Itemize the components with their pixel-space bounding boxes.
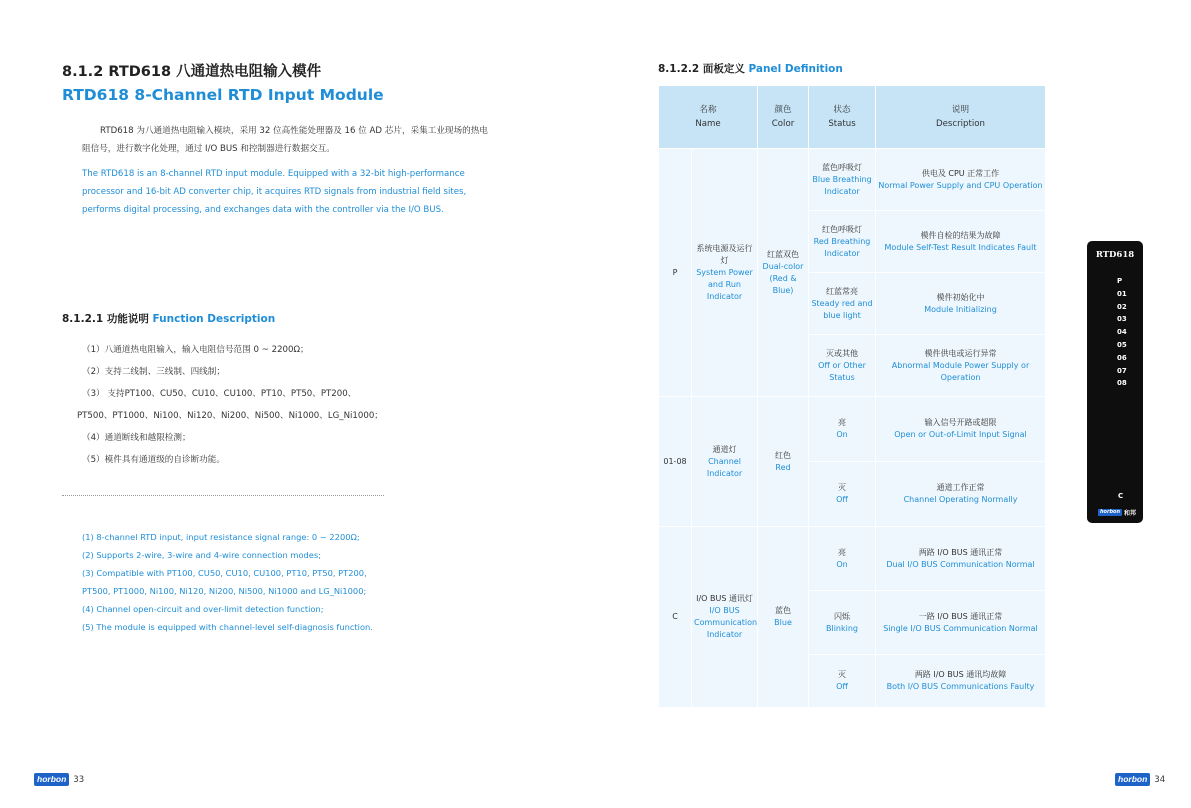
- function-item-en: (2) Supports 2-wire, 3-wire and 4-wire connection modes;: [82, 550, 322, 560]
- intro-text-zh: RTD618 为八通道热电阻输入模块，采用 32 位高性能处理器及 16 位 AD 芯片，采集工业现场的热电阻信号，进行数字化处理，通过 I/O BUS 和控制器进行数据交互。: [82, 126, 488, 154]
- module-faceplate: [1087, 241, 1143, 523]
- panel-heading: [658, 61, 843, 76]
- status-cell: [809, 397, 875, 461]
- header-status-zh: 状态: [833, 105, 851, 115]
- header-color-zh: 颜色: [774, 105, 792, 115]
- divider: [62, 495, 384, 496]
- description-en: Open or Out-of-Limit Input Signal: [894, 430, 1027, 439]
- indicator-name-en: Channel Indicator: [706, 456, 743, 478]
- function-item-en: (4) Channel open-circuit and over-limit detection function;: [82, 604, 324, 614]
- status-cell: [809, 149, 875, 210]
- indicator-name: [692, 527, 757, 707]
- brand-logo: horbon: [34, 773, 69, 786]
- section-title-zh: 8.1.2 RTD618 八通道热电阻输入模件: [62, 64, 322, 80]
- faceplate-led-label: 07: [1117, 366, 1127, 375]
- description-en: Normal Power Supply and CPU Operation: [878, 180, 1043, 190]
- header-description-en: Description: [936, 119, 985, 129]
- description-cell: [876, 655, 1045, 707]
- header-color: [758, 86, 808, 148]
- page-number: 33: [73, 774, 85, 785]
- description-en: Module Initializing: [924, 304, 997, 314]
- function-item-zh: （1）八通道热电阻输入，输入电阻信号范围 0 ~ 2200Ω；: [82, 345, 309, 355]
- description-cell: [876, 335, 1045, 396]
- function-item-zh: （4）通道断线和越限检测；: [82, 433, 191, 443]
- description-cell: [876, 462, 1045, 526]
- panel-definition-table: [658, 85, 1046, 708]
- faceplate-brand: [1098, 508, 1136, 517]
- description-zh: 模件自检的结果为故障: [920, 230, 1001, 240]
- status-zh: 闪烁: [834, 611, 851, 621]
- faceplate-led-label: 08: [1117, 379, 1127, 388]
- faceplate-led-label: 02: [1117, 302, 1127, 311]
- table-row: [659, 149, 1045, 210]
- table-row: [659, 397, 1045, 461]
- description-zh: 一路 I/O BUS 通讯正常: [918, 611, 1003, 621]
- indicator-code: C: [659, 527, 691, 707]
- indicator-name-zh: 通道灯: [712, 444, 737, 454]
- description-en: Abnormal Module Power Supply or Operation: [891, 360, 1030, 382]
- header-name-zh: 名称: [699, 105, 717, 115]
- header-status-en: Status: [828, 119, 856, 129]
- status-en: Red Breathing Indicator: [813, 236, 871, 258]
- indicator-color: [758, 527, 808, 707]
- footer-right: [1115, 773, 1165, 786]
- function-item-zh: PT500、PT1000、Ni100、Ni120、Ni200、Ni500、Ni1000、LG_Ni1000；: [77, 411, 383, 421]
- description-zh: 模件初始化中: [936, 292, 985, 302]
- function-item-en: (3) Compatible with PT100, CU50, CU10, CU100, PT10, PT50, PT200,: [82, 568, 367, 578]
- status-cell: [809, 655, 875, 707]
- function-item-zh: （2）支持二线制、三线制、四线制；: [82, 367, 225, 377]
- indicator-code: P: [659, 149, 691, 396]
- status-en: On: [836, 430, 848, 439]
- function-item-zh: （3） 支持PT100、CU50、CU10、CU100、PT10、PT50、PT200、: [82, 389, 357, 399]
- indicator-color-en: Blue: [774, 618, 792, 627]
- status-zh: 灭: [838, 670, 847, 679]
- function-item-en: (1) 8-channel RTD input, input resistance signal range: 0 ~ 2200Ω;: [82, 532, 360, 542]
- status-cell: [809, 335, 875, 396]
- page-number: 34: [1154, 774, 1166, 785]
- header-color-en: Color: [771, 119, 795, 129]
- status-cell: [809, 211, 875, 272]
- description-en: Channel Operating Normally: [903, 495, 1018, 504]
- faceplate-comm-led-label: C: [1118, 492, 1124, 500]
- status-cell: [809, 273, 875, 334]
- status-en: Off: [836, 495, 848, 504]
- indicator-color-en: Dual-color (Red & Blue): [762, 261, 804, 295]
- description-cell: [876, 591, 1045, 654]
- footer-left: [34, 773, 84, 786]
- table-header-row: [659, 86, 1045, 148]
- faceplate-led-label: 04: [1117, 328, 1127, 337]
- description-zh: 通道工作正常: [936, 483, 985, 492]
- status-zh: 亮: [838, 547, 847, 557]
- indicator-color-zh: 红蓝双色: [767, 249, 800, 259]
- status-en: Steady red and blue light: [811, 298, 873, 320]
- header-description-zh: 说明: [951, 105, 970, 115]
- function-heading-en: Function Description: [152, 313, 276, 325]
- header-name: [659, 86, 757, 148]
- header-name-en: Name: [695, 119, 721, 129]
- faceplate-led-label: 03: [1117, 315, 1127, 324]
- table-row: [659, 527, 1045, 590]
- faceplate-led-label: P: [1117, 277, 1123, 285]
- indicator-name-zh: 系统电源及运行灯: [696, 243, 753, 265]
- status-zh: 灭: [838, 483, 847, 492]
- indicator-color-zh: 红色: [775, 450, 792, 460]
- status-zh: 红色呼吸灯: [822, 224, 863, 234]
- function-heading: [62, 311, 275, 326]
- intro-paragraph-zh: [82, 122, 492, 158]
- status-en: Blue Breathing Indicator: [812, 174, 872, 196]
- header-description: [876, 86, 1045, 148]
- status-en: On: [836, 559, 848, 569]
- faceplate-led-label: 05: [1117, 340, 1127, 349]
- status-zh: 亮: [838, 418, 847, 427]
- intro-paragraph-en: The RTD618 is an 8-channel RTD input module. Equipped with a 32-bit high-performance processor and 16-bit AD converter chip, it acquires RTD signals from industrial field sites, performs digital processing, and exchanges data with the controller via the I/O BUS.: [82, 169, 467, 215]
- section-title-en: RTD618 8-Channel RTD Input Module: [62, 86, 384, 104]
- description-en: Dual I/O BUS Communication Normal: [886, 559, 1035, 569]
- panel-heading-zh: 8.1.2.2 面板定义: [658, 63, 745, 75]
- description-zh: 模件供电或运行异常: [924, 348, 997, 358]
- indicator-color-zh: 蓝色: [775, 606, 792, 615]
- description-zh: 两路 I/O BUS 通讯正常: [918, 547, 1003, 557]
- description-cell: [876, 149, 1045, 210]
- status-en: Off: [836, 682, 848, 691]
- status-zh: 红蓝常亮: [826, 286, 859, 296]
- faceplate-led-label: 06: [1117, 353, 1127, 362]
- status-cell: [809, 527, 875, 590]
- function-list-en: [82, 528, 402, 636]
- indicator-name: [692, 397, 757, 526]
- panel-heading-en: Panel Definition: [748, 63, 843, 75]
- status-zh: 蓝色呼吸灯: [822, 162, 863, 172]
- description-cell: [876, 211, 1045, 272]
- indicator-color-en: Red: [775, 462, 791, 472]
- description-zh: 输入信号开路或超限: [924, 418, 997, 427]
- description-cell: [876, 527, 1045, 590]
- description-cell: [876, 273, 1045, 334]
- status-en: Off or Other Status: [818, 360, 866, 382]
- function-item-en: (5) The module is equipped with channel-level self-diagnosis function.: [82, 622, 373, 632]
- status-zh: 灭或其他: [826, 348, 859, 358]
- status-cell: [809, 462, 875, 526]
- faceplate-model-label: RTD618: [1095, 250, 1135, 260]
- faceplate-brand-cn: 和邦: [1124, 510, 1137, 517]
- faceplate-brand-logo: horbon: [1100, 509, 1121, 515]
- indicator-name-zh: I/O BUS 通讯灯: [696, 594, 753, 603]
- description-zh: 供电及 CPU 正常工作: [921, 168, 1000, 178]
- status-cell: [809, 591, 875, 654]
- description-en: Both I/O BUS Communications Faulty: [886, 682, 1035, 691]
- indicator-name-en: I/O BUS Communication Indicator: [694, 606, 758, 639]
- header-status: [809, 86, 875, 148]
- indicator-color: [758, 149, 808, 396]
- description-en: Single I/O BUS Communication Normal: [883, 623, 1038, 633]
- indicator-name-en: System Power and Run Indicator: [696, 267, 753, 301]
- brand-logo: horbon: [1115, 773, 1150, 786]
- description-en: Module Self-Test Result Indicates Fault: [884, 242, 1037, 252]
- description-zh: 两路 I/O BUS 通讯均故障: [914, 670, 1007, 679]
- indicator-color: [758, 397, 808, 526]
- function-item-en: PT500, PT1000, Ni100, Ni120, Ni200, Ni500, Ni1000 and LG_Ni1000;: [82, 586, 367, 596]
- indicator-name: [692, 149, 757, 396]
- description-cell: [876, 397, 1045, 461]
- function-item-zh: （5）模件具有通道级的自诊断功能。: [82, 455, 225, 465]
- faceplate-led-label: 01: [1117, 289, 1127, 298]
- status-en: Blinking: [826, 623, 859, 633]
- function-heading-zh: 8.1.2.1 功能说明: [62, 313, 149, 325]
- faceplate-led-list: [1117, 275, 1127, 390]
- indicator-code: 01-08: [659, 397, 691, 526]
